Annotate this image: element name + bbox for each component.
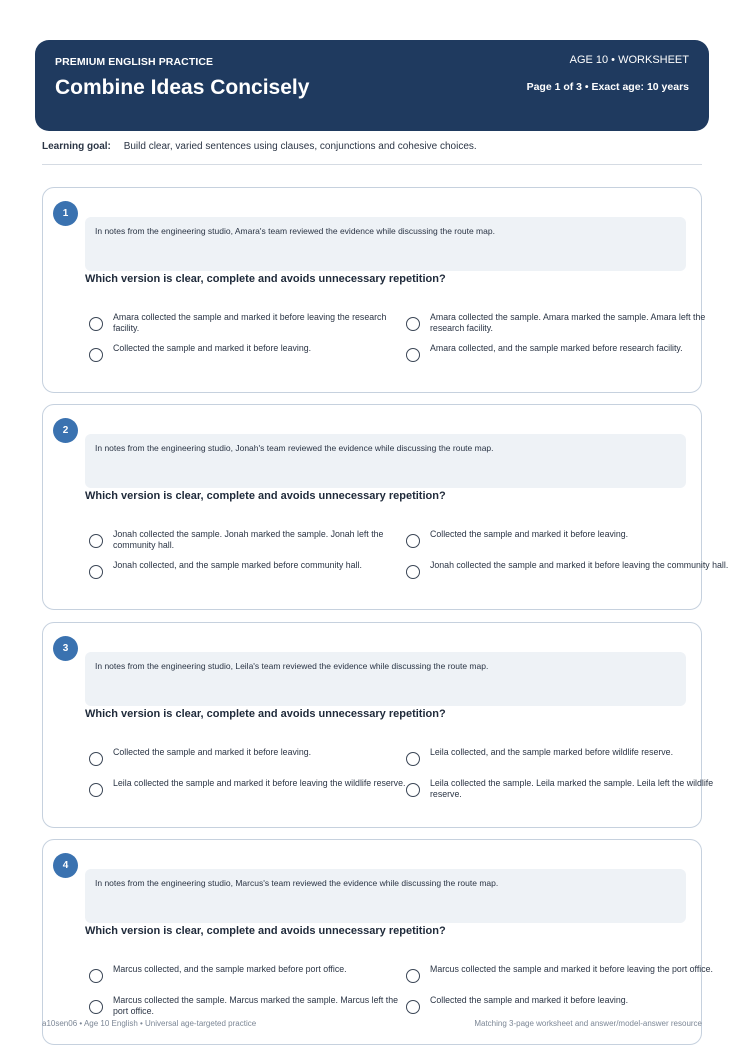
option-text: Marcus collected, and the sample marked before port office. — [113, 964, 347, 974]
radio-button[interactable] — [406, 752, 420, 766]
radio-button[interactable] — [406, 783, 420, 797]
page-title: Combine Ideas Concisely — [55, 76, 310, 99]
question-card — [42, 839, 713, 1045]
option-text: Leila collected the sample. Leila marked the sample. Leila left the wildlife reserve. — [430, 778, 714, 799]
page-info: Page 1 of 3 • Exact age: 10 years — [526, 81, 689, 93]
radio-button[interactable] — [406, 534, 420, 548]
question-prompt: Which version is clear, complete and avoids unnecessary repetition? — [85, 708, 446, 720]
radio-button[interactable] — [89, 969, 103, 983]
option-text: Marcus collected the sample. Marcus marked the sample. Marcus left the port office. — [113, 995, 399, 1016]
radio-button[interactable] — [406, 348, 420, 362]
learning-goal — [42, 141, 477, 152]
brand-label: PREMIUM ENGLISH PRACTICE — [55, 56, 214, 68]
option-text: Jonah collected the sample. Jonah marked the sample. Jonah left the community hall. — [113, 529, 384, 550]
option-text: Collected the sample and marked it before leaving. — [430, 529, 629, 539]
option-text: Leila collected, and the sample marked before wildlife reserve. — [430, 747, 674, 757]
option-text: Leila collected the sample and marked it before leaving the wildlife reserve. — [113, 778, 406, 788]
question-card — [42, 187, 706, 393]
option-text: Collected the sample and marked it before leaving. — [430, 995, 629, 1005]
radio-button[interactable] — [406, 1000, 420, 1014]
radio-button[interactable] — [89, 534, 103, 548]
learning-goal-text: Build clear, varied sentences using clauses, conjunctions and cohesive choices. — [123, 141, 477, 152]
question-number: 4 — [53, 853, 78, 878]
radio-button[interactable] — [89, 1000, 103, 1014]
question-number: 1 — [53, 201, 78, 226]
option-text: Collected the sample and marked it before leaving. — [113, 343, 312, 353]
option-text: Amara collected the sample. Amara marked the sample. Amara left the research facility. — [430, 312, 706, 333]
footer-right: Matching 3-page worksheet and answer/model-answer resource — [474, 1019, 702, 1028]
option-text: Jonah collected the sample and marked it before leaving the community hall. — [430, 560, 729, 570]
question-number: 3 — [53, 636, 78, 661]
question-context: In notes from the engineering studio, Amara's team reviewed the evidence while discussing the route map. — [85, 217, 686, 271]
question-context: In notes from the engineering studio, Leila's team reviewed the evidence while discussing the route map. — [85, 652, 686, 706]
option-text: Amara collected the sample and marked it before leaving the research facility. — [113, 312, 387, 333]
radio-button[interactable] — [89, 752, 103, 766]
learning-goal-label: Learning goal: — [42, 141, 111, 152]
radio-button[interactable] — [89, 317, 103, 331]
radio-button[interactable] — [406, 565, 420, 579]
question-prompt: Which version is clear, complete and avoids unnecessary repetition? — [85, 925, 446, 937]
question-prompt: Which version is clear, complete and avoids unnecessary repetition? — [85, 490, 446, 502]
radio-button[interactable] — [406, 317, 420, 331]
question-context: In notes from the engineering studio, Jonah's team reviewed the evidence while discussing the route map. — [85, 434, 686, 488]
question-context: In notes from the engineering studio, Marcus's team reviewed the evidence while discussing the route map. — [85, 869, 686, 923]
radio-button[interactable] — [89, 348, 103, 362]
footer-left: a10sen06 • Age 10 English • Universal age-targeted practice — [42, 1019, 257, 1028]
option-text: Marcus collected the sample and marked it before leaving the port office. — [430, 964, 713, 974]
radio-button[interactable] — [406, 969, 420, 983]
option-text: Amara collected, and the sample marked before research facility. — [430, 343, 683, 353]
age-worksheet-label: AGE 10 • WORKSHEET — [569, 54, 689, 66]
question-number: 2 — [53, 418, 78, 443]
worksheet-header — [35, 40, 709, 131]
divider — [42, 164, 702, 165]
radio-button[interactable] — [89, 783, 103, 797]
radio-button[interactable] — [89, 565, 103, 579]
question-card — [42, 404, 729, 610]
option-text: Jonah collected, and the sample marked before community hall. — [113, 560, 362, 570]
option-text: Collected the sample and marked it before leaving. — [113, 747, 312, 757]
question-card — [42, 622, 714, 828]
question-prompt: Which version is clear, complete and avoids unnecessary repetition? — [85, 273, 446, 285]
